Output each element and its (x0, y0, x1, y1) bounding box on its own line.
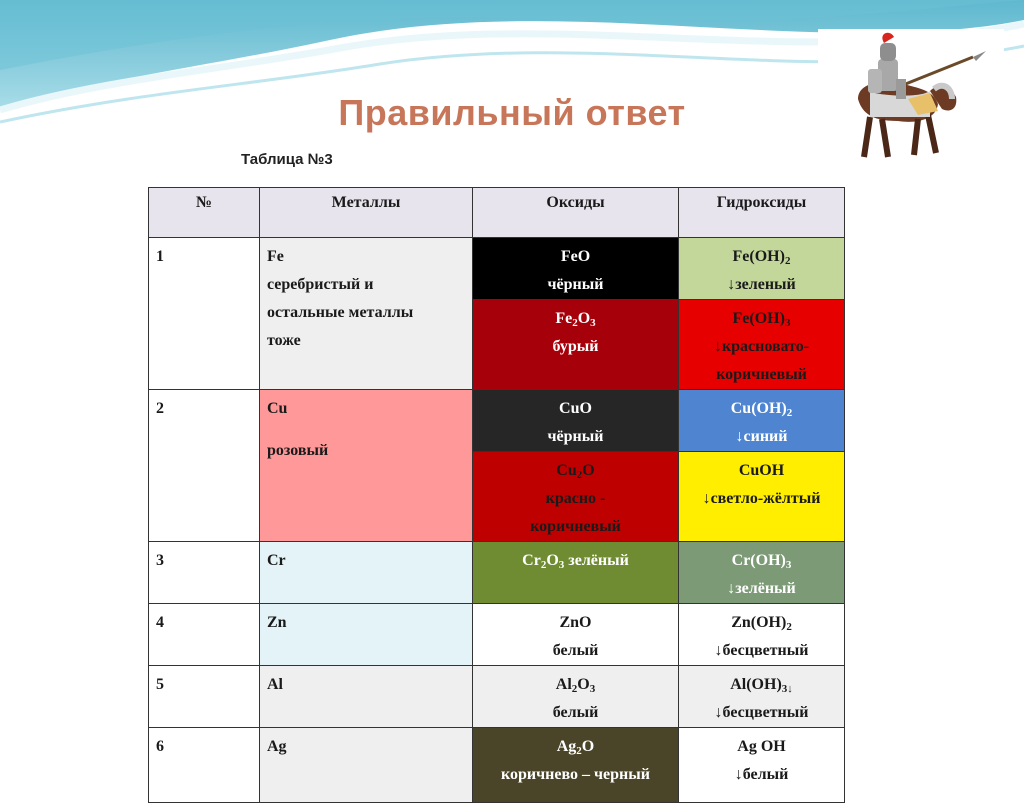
metal-symbol: Ag (267, 738, 287, 755)
row-number: 4 (149, 604, 260, 666)
hydroxide-cell (679, 300, 845, 390)
row-number: 6 (149, 728, 260, 803)
hydroxide-formula: CuOH (738, 462, 785, 479)
oxide-color: чёрный (547, 428, 604, 445)
oxide-cell (473, 238, 679, 300)
hydroxide-color: ↓синий (735, 428, 788, 445)
hydroxide-cell (679, 728, 845, 803)
table-row (149, 542, 845, 604)
table-caption: Таблица №3 (241, 151, 333, 168)
metal-cell (260, 390, 473, 542)
metal-description: тоже (267, 332, 301, 349)
oxide-formula: $Cu_2O$ (556, 462, 595, 481)
table-row (149, 238, 845, 300)
oxide-formula: $Cr_2O_3$ зелёный (522, 552, 629, 571)
page-title: Правильный ответ (338, 92, 686, 133)
oxide-cell (473, 390, 679, 452)
hydroxide-color: ↓зеленый (727, 276, 796, 293)
hydroxide-color: коричневый (716, 366, 807, 383)
table-row (149, 666, 845, 728)
oxide-cell (473, 542, 679, 604)
hydroxide-cell (679, 666, 845, 728)
hydroxide-color: ↓бесцветный (714, 704, 809, 721)
oxide-formula: $Fe_2O_3$ (555, 310, 596, 329)
hydroxide-formula: $Cr(OH)_3$ (731, 552, 792, 571)
oxide-color: белый (552, 704, 599, 721)
metals-oxides-hydroxides-table (148, 187, 845, 803)
knight-on-horse-icon (818, 29, 1004, 163)
hydroxide-cell (679, 604, 845, 666)
metal-symbol: Fe (267, 248, 284, 265)
row-number: 2 (149, 390, 260, 542)
hydroxide-cell (679, 452, 845, 542)
header-hydroxides: Гидроксиды (679, 188, 845, 238)
hydroxide-formula: $Cu(OH)_2$ (730, 400, 793, 419)
oxide-cell (473, 728, 679, 803)
hydroxide-color: ↓зелёный (727, 580, 796, 597)
oxide-color: красно - (545, 490, 606, 507)
knight-image (818, 29, 1004, 163)
metal-symbol: Cu (267, 400, 288, 417)
header-metals: Металлы (260, 188, 473, 238)
hydroxide-color: ↓бесцветный (714, 642, 809, 659)
oxide-cell (473, 666, 679, 728)
oxide-color: белый (552, 642, 599, 659)
hydroxide-formula: $Fe(OH)_2$ (732, 248, 791, 267)
oxide-color: коричневый (530, 518, 621, 535)
oxide-formula: $Al_2O_3$ (555, 676, 596, 695)
hydroxide-formula: Ag OH (737, 738, 786, 755)
metal-description: розовый (267, 442, 329, 459)
oxide-formula: $Ag_2O$ (556, 738, 595, 757)
oxide-color: коричнево – черный (501, 766, 650, 783)
metal-cell (260, 238, 473, 390)
row-number: 3 (149, 542, 260, 604)
hydroxide-formula: $Zn(OH)_2$ (731, 614, 792, 633)
metal-symbol: Zn (267, 614, 287, 631)
hydroxide-color: ↓красновато- (713, 338, 810, 355)
metal-symbol: Cr (267, 552, 286, 569)
oxide-formula: CuO (559, 400, 592, 417)
oxide-cell (473, 300, 679, 390)
table-row (149, 604, 845, 666)
table-header-row (149, 188, 845, 238)
hydroxide-color: ↓светло-жёлтый (702, 490, 821, 507)
row-number: 1 (149, 238, 260, 390)
header-oxides: Оксиды (473, 188, 679, 238)
metal-description: остальные металлы (267, 304, 414, 321)
hydroxide-formula: $Fe(OH)_3$ (732, 310, 791, 329)
oxide-cell (473, 604, 679, 666)
table-row (149, 728, 845, 803)
metal-cell (260, 604, 473, 666)
metal-cell (260, 666, 473, 728)
oxide-cell (473, 452, 679, 542)
metal-cell (260, 542, 473, 604)
hydroxide-formula: $Al(OH)_{3↓}$ (730, 676, 793, 695)
hydroxide-cell (679, 390, 845, 452)
oxide-formula: ZnO (559, 614, 592, 631)
hydroxide-color: ↓белый (734, 766, 789, 783)
hydroxide-cell (679, 238, 845, 300)
oxide-formula: FeO (560, 248, 591, 265)
oxide-color: бурый (552, 338, 599, 355)
metal-description: серебристый и (267, 276, 374, 293)
table-row (149, 390, 845, 452)
row-number: 5 (149, 666, 260, 728)
header-number: № (149, 188, 260, 238)
metal-cell (260, 728, 473, 803)
oxide-color: чёрный (547, 276, 604, 293)
metal-symbol: Al (267, 676, 283, 693)
hydroxide-cell (679, 542, 845, 604)
